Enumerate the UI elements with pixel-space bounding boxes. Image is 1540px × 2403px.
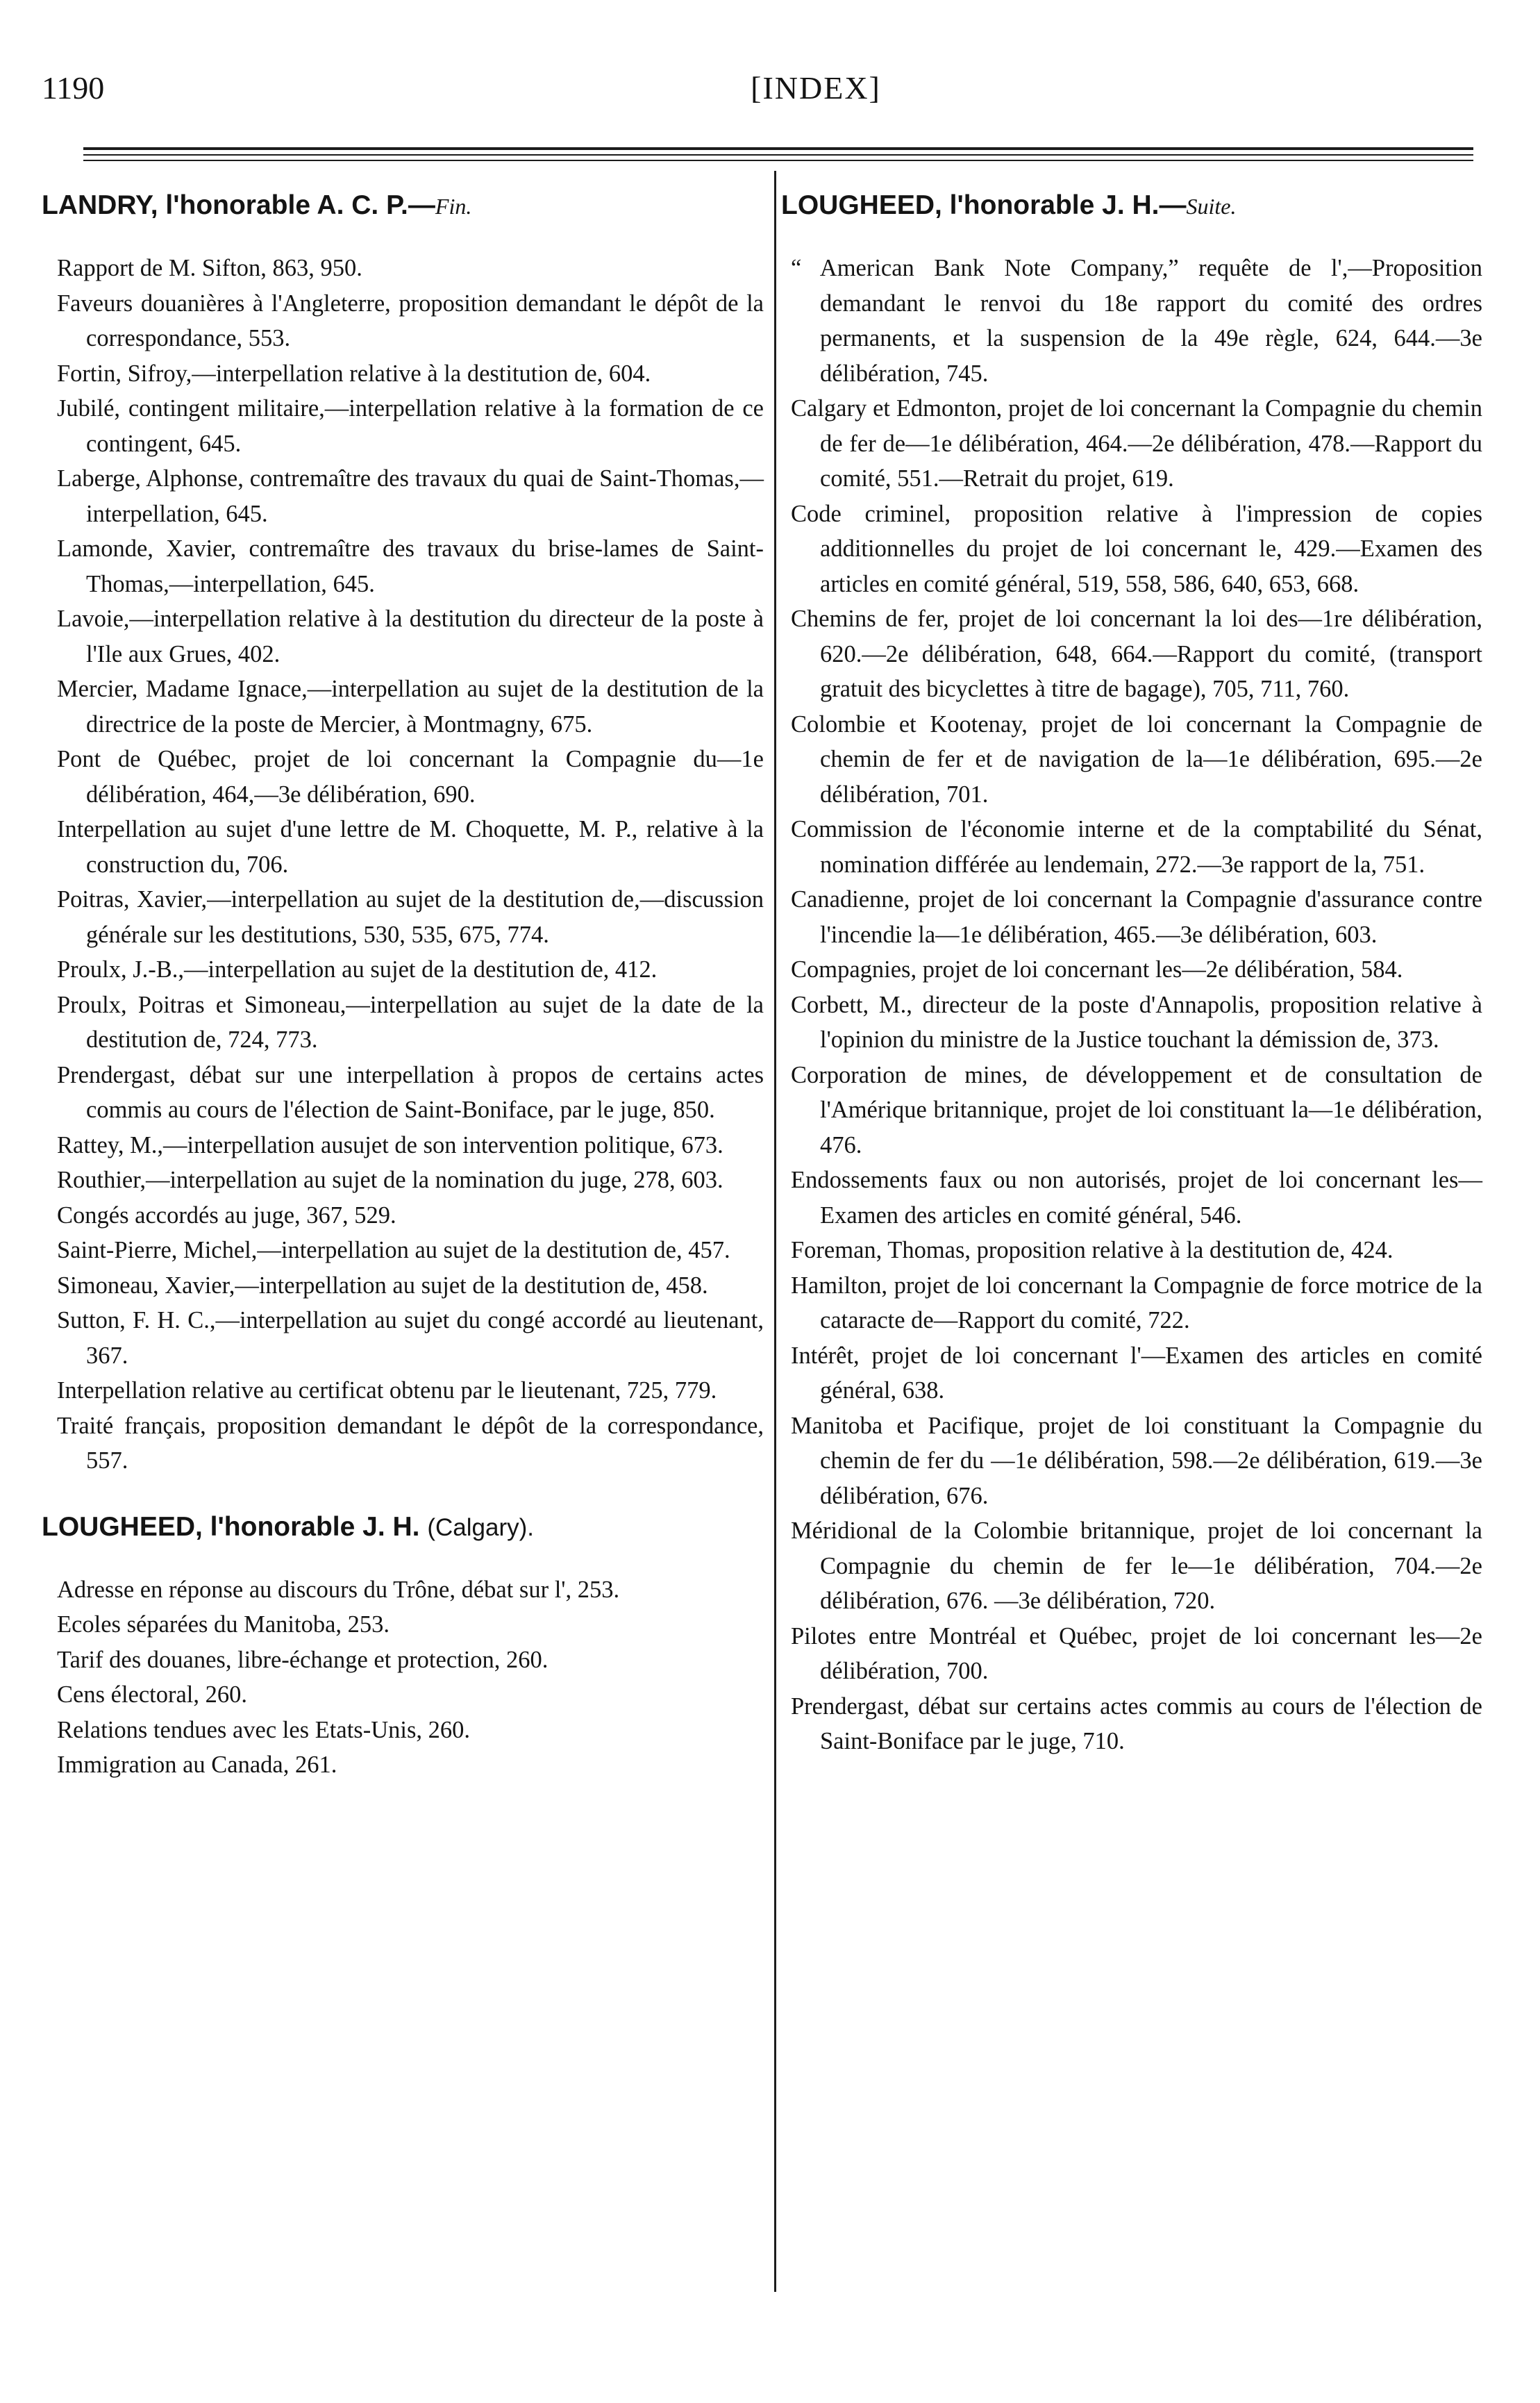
index-entry: Proulx, J.-B.,—interpellation au sujet de la destitution de, 412. bbox=[57, 956, 658, 983]
right-column bbox=[781, 186, 1482, 1759]
header-rule-thick bbox=[83, 147, 1473, 150]
index-entry: Ecoles séparées du Manitoba, 253. bbox=[57, 1611, 390, 1638]
index-entry: Interpellation relative au certificat obtenu par le lieutenant, 725, 779. bbox=[57, 1377, 717, 1404]
index-entry: Rapport de M. Sifton, 863, 950. bbox=[57, 255, 362, 281]
index-entry: Saint-Pierre, Michel,—interpellation au sujet de la destitution de, 457. bbox=[57, 1237, 730, 1263]
column-divider bbox=[774, 171, 776, 2292]
index-entry: Immigration au Canada, 261. bbox=[57, 1752, 337, 1778]
index-entry: Code criminel, proposition relative à l'impression de copies additionnelles du projet de loi concernant le, 429.—Examen des articles en comité général, 519, 558, 586, 640, 653, 668. bbox=[791, 500, 1482, 597]
index-entry: Tarif des douanes, libre-échange et protection, 260. bbox=[57, 1646, 549, 1673]
index-entry: Faveurs douanières à l'Angleterre, proposition demandant le dépôt de la correspondance, 553. bbox=[57, 290, 764, 351]
section-heading-name: LOUGHEED, l'honorable J. H. bbox=[42, 1511, 420, 1542]
index-entry: Corbett, M., directeur de la poste d'Annapolis, proposition relative à l'opinion du ministre de la Justice touchant la démission de, 373. bbox=[791, 991, 1482, 1053]
index-entry: Colombie et Kootenay, projet de loi concernant la Compagnie de chemin de fer et de navigation de la—1e délibération, 695.—2e délibération, 701. bbox=[791, 710, 1482, 808]
index-entry: Endossements faux ou non autorisés, projet de loi concernant les—Examen des articles en comité général, 546. bbox=[791, 1167, 1482, 1229]
section-heading-name: LANDRY, l'honorable A. C. P.— bbox=[42, 190, 435, 220]
index-entry: Cens électoral, 260. bbox=[57, 1681, 247, 1708]
section-heading bbox=[781, 186, 1482, 226]
index-entry: Fortin, Sifroy,—interpellation relative à la destitution de, 604. bbox=[57, 360, 651, 387]
section-heading-name: LOUGHEED, l'honorable J. H.— bbox=[781, 190, 1187, 220]
index-entry: Traité français, proposition demandant le dépôt de la correspondance, 557. bbox=[57, 1412, 764, 1474]
index-entries bbox=[42, 1572, 764, 1783]
index-entry: Rattey, M.,—interpellation ausujet de son intervention politique, 673. bbox=[57, 1131, 723, 1158]
index-entry: Foreman, Thomas, proposition relative à la destitution de, 424. bbox=[791, 1237, 1393, 1263]
index-entries bbox=[42, 251, 764, 1479]
index-entry: Méridional de la Colombie britannique, projet de loi concernant la Compagnie du chemin de fer le—1e délibération, 704.—2e délibération, 676. —3e délibération, 720. bbox=[791, 1518, 1482, 1614]
index-entry: Compagnies, projet de loi concernant les—2e délibération, 584. bbox=[791, 956, 1403, 983]
left-column bbox=[42, 186, 764, 1783]
section-heading-suffix: (Calgary). bbox=[427, 1513, 534, 1541]
section-heading bbox=[42, 186, 764, 226]
index-entry: Proulx, Poitras et Simoneau,—interpellation au sujet de la date de la destitution de, 724, 773. bbox=[57, 991, 764, 1053]
index-entry: Prendergast, débat sur certains actes commis au cours de l'élection de Saint-Boniface par le juge, 710. bbox=[791, 1693, 1482, 1754]
index-entry: Laberge, Alphonse, contremaître des travaux du quai de Saint-Thomas,— interpellation, 645. bbox=[57, 465, 764, 527]
header-rule-thin-2 bbox=[83, 160, 1473, 161]
index-entry: Corporation de mines, de développement et de consultation de l'Amérique britannique, projet de loi constituant la—1e délibération, 476. bbox=[791, 1061, 1482, 1158]
page-number: 1190 bbox=[42, 70, 105, 106]
index-entry: Congés accordés au juge, 367, 529. bbox=[57, 1202, 396, 1229]
index-entries bbox=[781, 251, 1482, 1759]
index-entry: Manitoba et Pacifique, projet de loi constituant la Compagnie du chemin de fer du —1e délibération, 598.—2e délibération, 619.—3e délibération, 676. bbox=[791, 1412, 1482, 1509]
index-entry: Sutton, F. H. C.,—interpellation au sujet du congé accordé au lieutenant, 367. bbox=[57, 1307, 764, 1369]
index-entry: Adresse en réponse au discours du Trône, débat sur l', 253. bbox=[57, 1576, 620, 1603]
index-entry: Lavoie,—interpellation relative à la destitution du directeur de la poste à l'Ile aux Grues, 402. bbox=[57, 606, 764, 667]
index-entry: Pont de Québec, projet de loi concernant la Compagnie du—1e délibération, 464,—3e délibération, 690. bbox=[57, 746, 764, 808]
index-entry: Commission de l'économie interne et de la comptabilité du Sénat, nomination différée au lendemain, 272.—3e rapport de la, 751. bbox=[791, 816, 1482, 878]
index-entry: Prendergast, débat sur une interpellation à propos de certains actes commis au cours de l'élection de Saint-Boniface, par le juge, 850. bbox=[57, 1061, 764, 1123]
index-entry: Calgary et Edmonton, projet de loi concernant la Compagnie du chemin de fer de—1e délibération, 464.—2e délibération, 478.—Rapport du comité, 551.—Retrait du projet, 619. bbox=[791, 395, 1482, 492]
index-entry: Mercier, Madame Ignace,—interpellation au sujet de la destitution de la directrice de la poste de Mercier, à Montmagny, 675. bbox=[57, 676, 764, 738]
index-entry: Routhier,—interpellation au sujet de la nomination du juge, 278, 603. bbox=[57, 1167, 723, 1193]
header-rule-thin bbox=[83, 154, 1473, 156]
index-entry: Jubilé, contingent militaire,—interpellation relative à la formation de ce contingent, 645. bbox=[57, 395, 764, 457]
page-title: [INDEX] bbox=[751, 70, 881, 106]
index-entry: Poitras, Xavier,—interpellation au sujet de la destitution de,—discussion générale sur les destitutions, 530, 535, 675, 774. bbox=[57, 886, 764, 948]
index-entry: Canadienne, projet de loi concernant la Compagnie d'assurance contre l'incendie la—1e délibération, 465.—3e délibération, 603. bbox=[791, 886, 1482, 948]
section-heading-suffix: Suite. bbox=[1186, 194, 1237, 219]
index-entry: “ American Bank Note Company,” requête de l',—Proposition demandant le renvoi du 18e rapport du comité des ordres permanents, et la suspension de la 49e règle, 624, 644.—3e délibération, 745. bbox=[791, 255, 1482, 387]
section-heading bbox=[42, 1508, 764, 1547]
index-entry: Pilotes entre Montréal et Québec, projet de loi concernant les—2e délibération, 700. bbox=[791, 1622, 1482, 1684]
index-entry: Relations tendues avec les Etats-Unis, 260. bbox=[57, 1716, 470, 1743]
index-entry: Intérêt, projet de loi concernant l'—Examen des articles en comité général, 638. bbox=[791, 1342, 1482, 1404]
section-heading-suffix: Fin. bbox=[435, 194, 472, 219]
index-entry: Simoneau, Xavier,—interpellation au sujet de la destitution de, 458. bbox=[57, 1272, 708, 1299]
index-entry: Interpellation au sujet d'une lettre de M. Choquette, M. P., relative à la construction du, 706. bbox=[57, 816, 764, 878]
index-entry: Hamilton, projet de loi concernant la Compagnie de force motrice de la cataracte de—Rapport du comité, 722. bbox=[791, 1272, 1482, 1333]
index-entry: Lamonde, Xavier, contremaître des travaux du brise-lames de Saint-Thomas,—interpellation, 645. bbox=[57, 535, 764, 597]
index-entry: Chemins de fer, projet de loi concernant la loi des—1re délibération, 620.—2e délibération, 648, 664.—Rapport du comité, (transport gratuit des bicyclettes à titre de bagage), 705, 711, 760. bbox=[791, 606, 1482, 702]
